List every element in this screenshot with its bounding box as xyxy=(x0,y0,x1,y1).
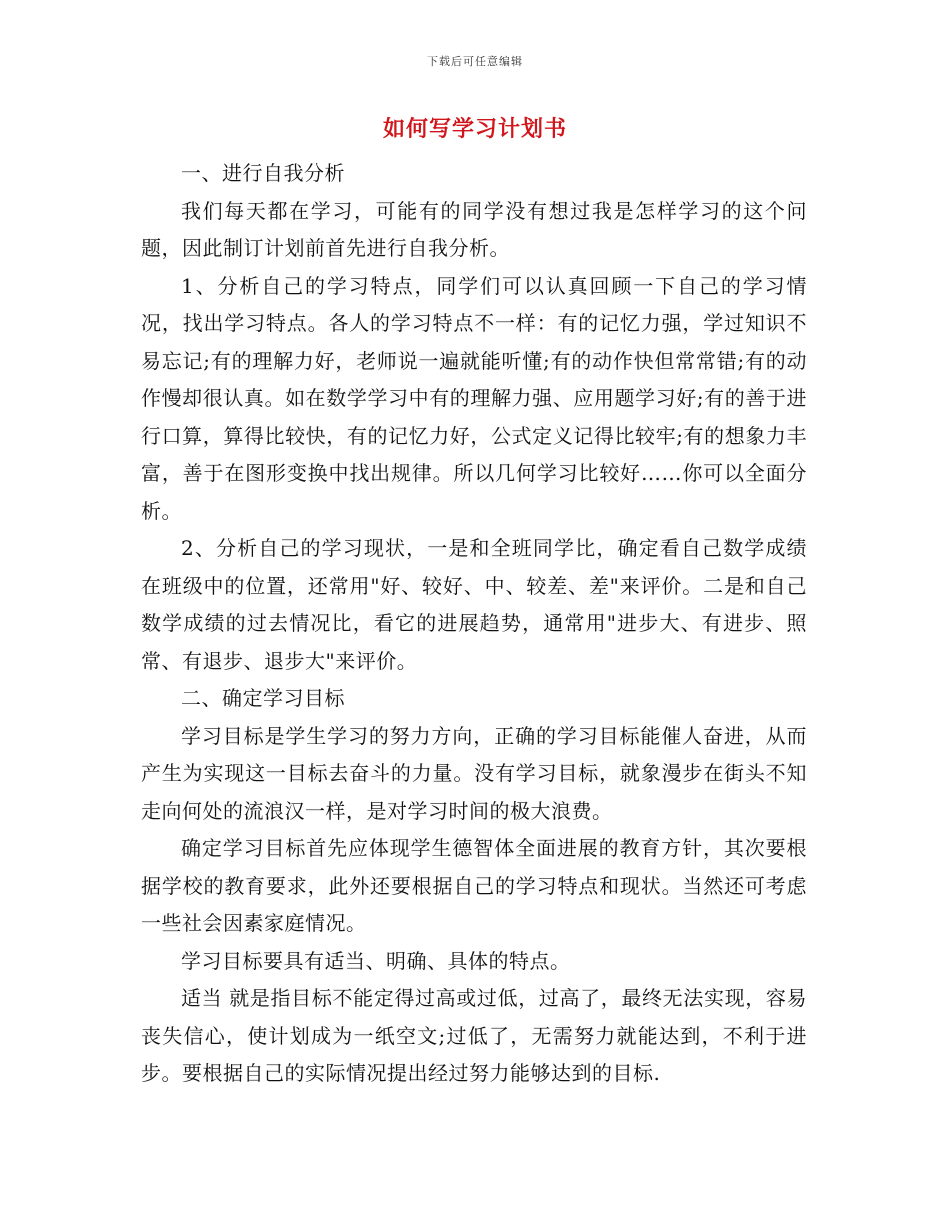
paragraph-goal-basis: 确定学习目标首先应体现学生德智体全面进展的教育方针，其次要根据学校的教育要求，此外还要根据自己的学习特点和现状。当然还可考虑一些社会因素家庭情况。 xyxy=(141,836,807,935)
paragraph-intro: 我们每天都在学习，可能有的同学没有想过我是怎样学习的这个问题，因此制订计划前首先进行自我分析。 xyxy=(141,198,807,260)
section-heading-goals: 二、确定学习目标 xyxy=(181,686,345,710)
paragraph-goal-appropriate: 适当 就是指目标不能定得过高或过低，过高了，最终无法实现，容易丧失信心，使计划成为一纸空文;过低了，无需努力就能达到，不利于进步。要根据自己的实际情况提出经过努力能够达到的目标. xyxy=(141,986,807,1085)
document-title: 如何写学习计划书 xyxy=(382,116,567,142)
section-heading-self-analysis: 一、进行自我分析 xyxy=(181,161,345,185)
header-note: 下载后可任意编辑 xyxy=(427,55,523,68)
document-body xyxy=(141,155,807,1093)
paragraph-goal-traits: 学习目标要具有适当、明确、具体的特点。 xyxy=(181,948,571,973)
paragraph-learning-traits: 1、分析自己的学习特点，同学们可以认真回顾一下自己的学习情况，找出学习特点。各人的学习特点不一样：有的记忆力强，学过知识不易忘记;有的理解力好，老师说一遍就能听懂;有的动作快但常常错;有的动作慢却很认真。如在数学学习中有的理解力强、应用题学习好;有的善于进行口算，算得比较快，有的记忆力好，公式定义记得比较牢;有的想象力丰富，善于在图形变换中找出规律。所以几何学习比较好……你可以全面分析。 xyxy=(141,273,807,523)
paragraph-learning-status: 2、分析自己的学习现状，一是和全班同学比，确定看自己数学成绩在班级中的位置，还常用"好、较好、中、较差、差"来评价。二是和自己数学成绩的过去情况比，看它的进展趋势，通常用"进步大、有进步、照常、有退步、退步大"来评价。 xyxy=(141,536,807,673)
paragraph-goal-importance: 学习目标是学生学习的努力方向，正确的学习目标能催人奋进，从而产生为实现这一目标去奋斗的力量。没有学习目标，就象漫步在街头不知走向何处的流浪汉一样，是对学习时间的极大浪费。 xyxy=(141,723,807,823)
